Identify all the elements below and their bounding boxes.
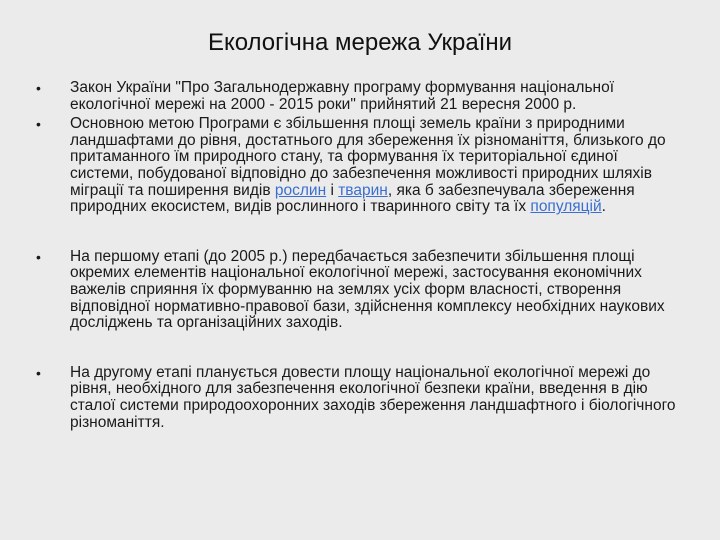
bullet-text: Основною метою Програми є збільшення площі земель країни з природними ландшафтами до рівня, достатнього для збереження їх різноманіття, близького до притаманного їм природного стану, та формування їх територіальної єдиної системи, побудованої відповідно до забезпечення можливості природних шляхів міграції та поширення видів — [70, 115, 666, 199]
bullet-list — [36, 80, 676, 431]
bullet-dot-icon: • — [36, 80, 41, 96]
link-roslyn[interactable]: рослин — [274, 181, 327, 199]
bullet-item-stage-one — [36, 249, 676, 332]
bullet-item-stage-two — [36, 365, 676, 431]
link-populyatsiy[interactable]: популяцій — [530, 198, 602, 216]
bullet-dot-icon: • — [36, 364, 41, 381]
bullet-text: Закон України "Про Загальнодержавну програму формування національної екологічної мережі на 2000 - 2015 роки" прийнятий 21 вересня 2000 р. — [70, 79, 615, 113]
bullet-text: і — [326, 181, 339, 199]
slide-title: Екологічна мережа України — [207, 29, 513, 56]
bullet-dot-icon: • — [36, 248, 41, 265]
bullet-text: , яка б забезпечувала збереження природних екосистем, видів рослинного і тваринного світу та їх — [70, 181, 635, 216]
bullet-text: На першому етапі (до 2005 р.) передбачається забезпечити збільшення площі окремих елементів національної екологічної мережі, застосування економічних важелів сприяння їх формуванню на землях усіх форм власності, створення відповідної нормативно-правової бази, здійснення комплексу необхідних наукових досліджень та організаційних заходів. — [70, 247, 665, 332]
bullet-item-law — [36, 80, 676, 113]
bullet-text: . — [601, 198, 606, 216]
bullet-text: На другому етапі планується довести площу національної екологічної мережі до рівня, необхідного для забезпечення екологічної безпеки країни, введення в дію сталої системи природоохоронних заходів збереження ландшафтного і біологічного різноманіття. — [70, 363, 676, 431]
link-tvaryn[interactable]: тварин — [338, 181, 388, 199]
bullet-item-goal — [36, 116, 676, 216]
bullet-dot-icon: • — [36, 116, 41, 133]
